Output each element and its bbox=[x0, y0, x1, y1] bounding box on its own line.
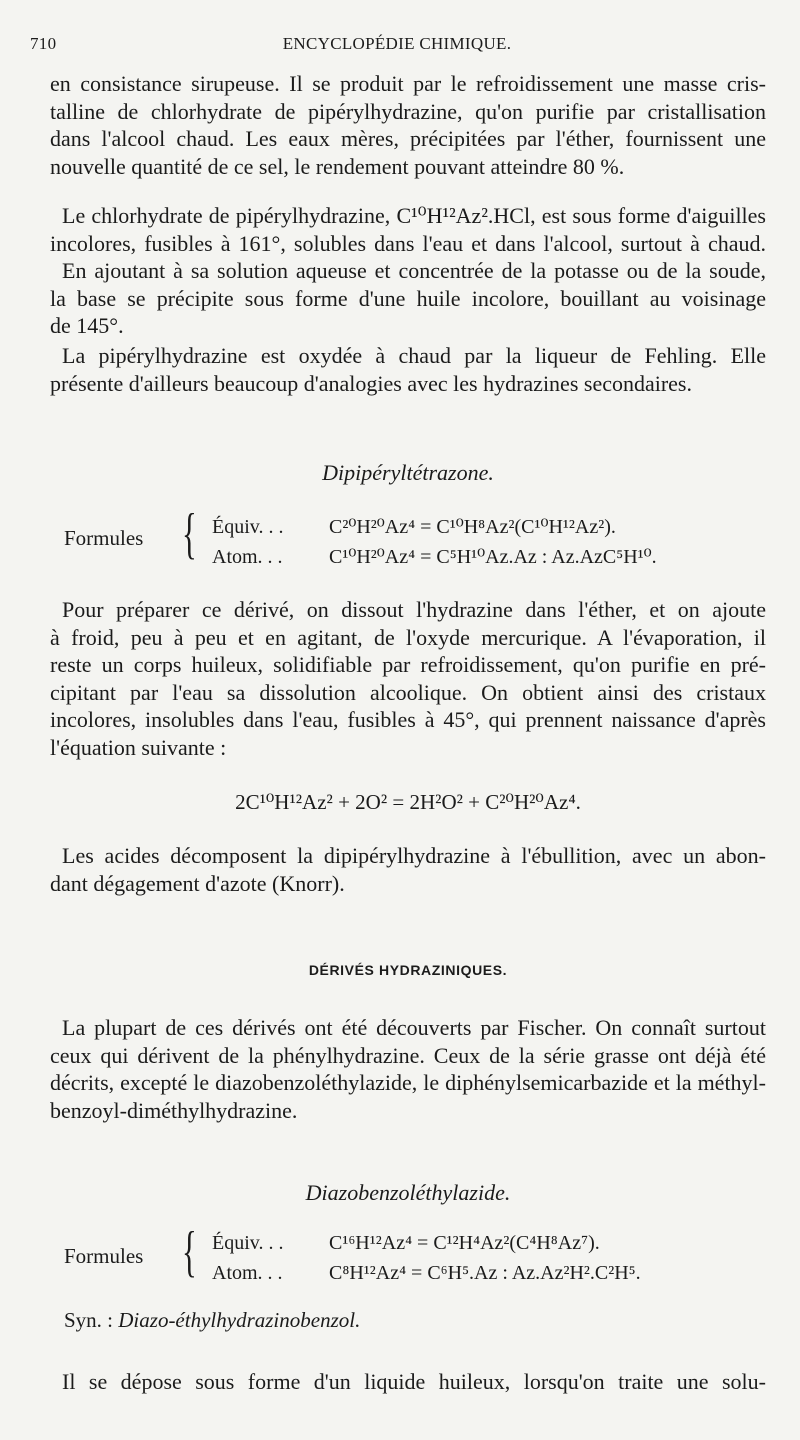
text-line: présente d'ailleurs beaucoup d'analogies avec les hydrazines secondaires. bbox=[50, 370, 692, 396]
formula-row-equiv bbox=[212, 514, 616, 539]
text-line: nouvelle quantité de ce sel, le rendement pouvant atteindre 80 %. bbox=[50, 153, 625, 179]
paragraph-7 bbox=[50, 1368, 766, 1396]
formula-row-equiv bbox=[212, 1232, 600, 1255]
text-line: à froid, peu à peu et en agitant, de l'oxyde mercurique. A l'évaporation, il bbox=[50, 624, 766, 650]
paragraph-5 bbox=[50, 842, 766, 897]
brace-icon: { bbox=[182, 1221, 197, 1283]
text-line: En ajoutant à sa solution aqueuse et concentrée de la potasse ou de la soude, bbox=[62, 258, 766, 283]
formula-value: C⁸H¹²Az⁴ = C⁶H⁵.Az : Az.Az²H².C²H⁵. bbox=[329, 1262, 641, 1284]
text-line: La pipérylhydrazine est oxydée à chaud par la liqueur de Fehling. Elle bbox=[62, 343, 766, 368]
text-line: de 145°. bbox=[50, 313, 124, 338]
text-line: la base se précipite sous forme d'une huile incolore, bouillant au voisinage bbox=[50, 285, 766, 311]
formula-block-2 bbox=[64, 1221, 784, 1290]
formula-value: C²⁰H²⁰Az⁴ = C¹⁰H⁸Az²(C¹⁰H¹²Az²). bbox=[329, 516, 616, 538]
text-line: reste un corps huileux, solidifiable par refroidissement, qu'on purifie en pré- bbox=[50, 652, 766, 677]
text-line: cipitant par l'eau sa dissolution alcoolique. On obtient ainsi des cristaux bbox=[50, 679, 766, 705]
text-line: l'équation suivante : bbox=[50, 734, 227, 760]
formula-block-1 bbox=[64, 503, 784, 572]
brace-icon: { bbox=[182, 503, 197, 565]
text-line: dant dégagement d'azote (Knorr). bbox=[50, 870, 345, 896]
compound-title-1: Dipipéryltétrazone. bbox=[322, 460, 494, 485]
formula-label: Formules bbox=[64, 1244, 144, 1268]
formula-value: C¹⁶H¹²Az⁴ = C¹²H⁴Az²(C⁴H⁸Az⁷). bbox=[329, 1232, 600, 1254]
formula-row-atom bbox=[212, 1262, 641, 1285]
text-line: La plupart de ces dérivés ont été découverts par Fischer. On connaît surtout bbox=[62, 1015, 766, 1040]
formula-key: Atom. . . bbox=[212, 546, 283, 568]
formula-row-atom bbox=[212, 544, 657, 569]
page-number: 710 bbox=[30, 34, 57, 53]
running-title: ENCYCLOPÉDIE CHIMIQUE. bbox=[282, 34, 512, 53]
paragraph-2 bbox=[50, 202, 766, 340]
text-line: talline de chlorhydrate de pipérylhydrazine, qu'on purifie par cristallisation bbox=[50, 98, 766, 124]
text-line: décrits, excepté le diazobenzoléthylazide, le diphénylsemicarbazide et la méthyl- bbox=[50, 1070, 766, 1095]
paragraph-1 bbox=[50, 70, 766, 180]
paragraph-4 bbox=[50, 596, 766, 761]
compound-title-2: Diazobenzoléthylazide. bbox=[305, 1180, 511, 1205]
text-line: ceux qui dérivent de la phénylhydrazine. Ceux de la série grasse ont déjà été bbox=[50, 1042, 766, 1068]
text-line: dans l'alcool chaud. Les eaux mères, précipitées par l'éther, fournissent une bbox=[50, 126, 766, 151]
text-line: Les acides décomposent la dipipérylhydrazine à l'ébullition, avec un abon- bbox=[62, 843, 766, 868]
paragraph-3 bbox=[50, 342, 766, 397]
text-line: benzoyl-diméthylhydrazine. bbox=[50, 1097, 298, 1123]
text-line: Pour préparer ce dérivé, on dissout l'hydrazine dans l'éther, et on ajoute bbox=[62, 597, 766, 622]
synonym-line bbox=[64, 1308, 360, 1333]
formula-key: Équiv. . . bbox=[212, 516, 284, 538]
text-line: incolores, insolubles dans l'eau, fusibles à 45°, qui prennent naissance d'après bbox=[50, 707, 766, 732]
text-line: Le chlorhydrate de pipérylhydrazine, C¹⁰H¹²Az².HCl, est sous forme d'aiguilles bbox=[62, 203, 766, 228]
synonym-label: Syn. : bbox=[64, 1308, 114, 1332]
page-header bbox=[30, 34, 764, 58]
formula-value: C¹⁰H²⁰Az⁴ = C⁵H¹⁰Az.Az : Az.AzC⁵H¹⁰. bbox=[329, 546, 657, 568]
synonym-value: Diazo-éthylhydrazinobenzol. bbox=[118, 1308, 361, 1332]
paragraph-6 bbox=[50, 1014, 766, 1124]
reaction-equation: 2C¹⁰H¹²Az² + 2O² = 2H²O² + C²⁰H²⁰Az⁴. bbox=[235, 790, 581, 814]
text-line: en consistance sirupeuse. Il se produit par le refroidissement une masse cris- bbox=[50, 71, 766, 96]
formula-key: Équiv. . . bbox=[212, 1232, 284, 1254]
section-heading: DÉRIVÉS HYDRAZINIQUES. bbox=[308, 962, 508, 978]
formula-label: Formules bbox=[64, 526, 144, 550]
text-line: Il se dépose sous forme d'un liquide huileux, lorsqu'on traite une solu- bbox=[62, 1369, 766, 1394]
formula-key: Atom. . . bbox=[212, 1262, 283, 1284]
text-line: incolores, fusibles à 161°, solubles dans l'eau et dans l'alcool, surtout à chaud. bbox=[50, 230, 766, 256]
